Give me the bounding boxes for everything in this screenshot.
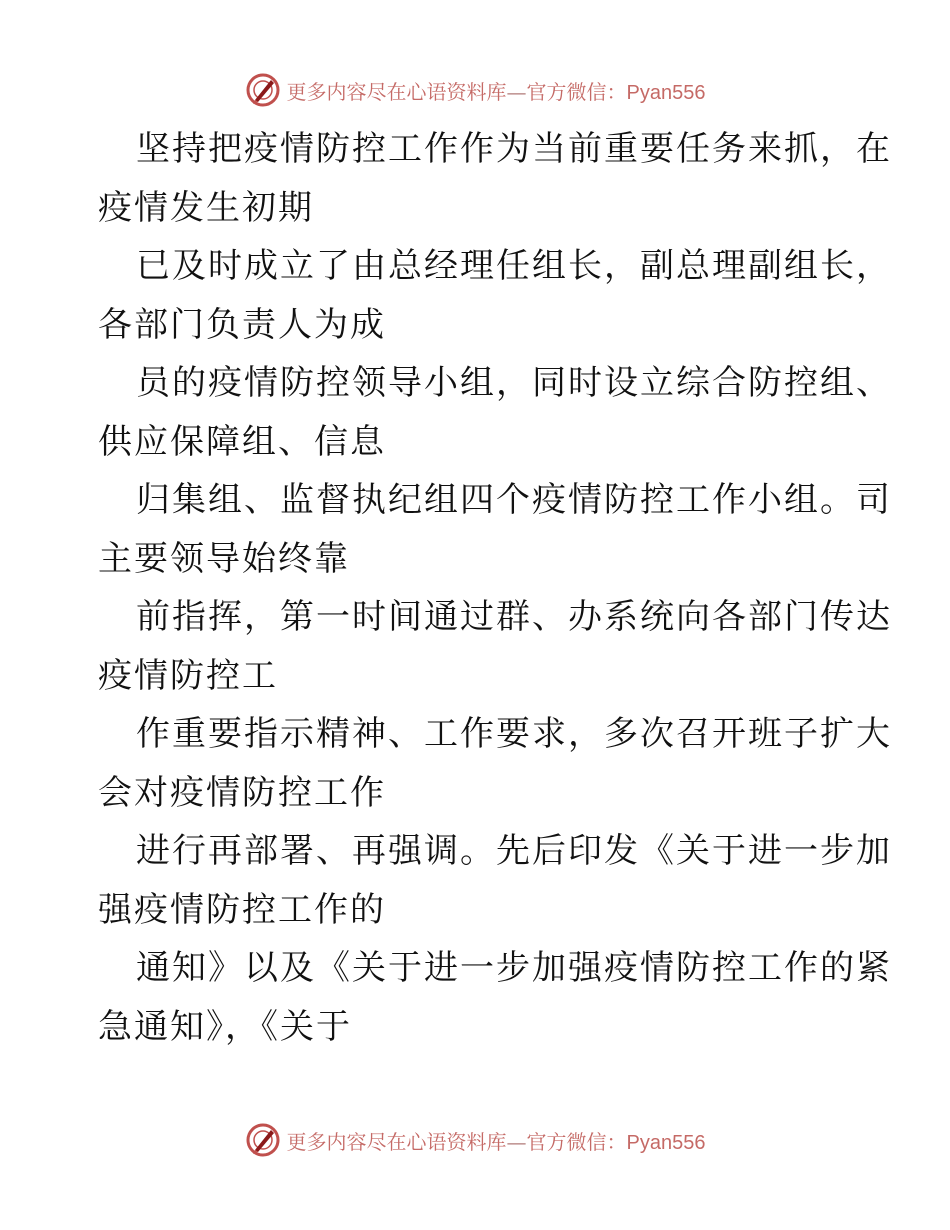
watermark-id: Pyan556 (626, 1131, 706, 1154)
watermark-sep: — (506, 1129, 527, 1154)
text-line: 通知》以及《关于进一步加强疫情防控工作的紧 (136, 948, 892, 988)
text-line: 归集组、监督执纪组四个疫情防控工作小组。司 (136, 480, 892, 520)
text-line: 供应保障组、信息 (98, 421, 386, 462)
watermark-label: 官方微信： (526, 1129, 627, 1154)
text-line: 主要领导始终靠 (98, 538, 350, 579)
text-line: 疫情防控工 (98, 655, 278, 696)
text-line: 强疫情防控工作的 (98, 889, 386, 930)
footer-watermark-text (287, 1126, 706, 1155)
pen-logo-icon (245, 1122, 281, 1158)
text-line: 作重要指示精神、工作要求，多次召开班子扩大 (136, 714, 892, 754)
watermark-main: 更多内容尽在心语资料库 (286, 1129, 507, 1154)
header-watermark (0, 70, 950, 110)
header-watermark-text (287, 76, 706, 105)
watermark-sep: — (506, 79, 527, 104)
watermark-main: 更多内容尽在心语资料库 (286, 79, 507, 104)
watermark-label: 官方微信： (526, 79, 627, 104)
document-body (98, 120, 892, 1056)
text-line: 员的疫情防控领导小组，同时设立综合防控组、 (136, 363, 892, 403)
text-line: 坚持把疫情防控工作作为当前重要任务来抓，在 (136, 129, 892, 169)
pen-logo-icon (245, 72, 281, 108)
text-line: 已及时成立了由总经理任组长，副总理副组长， (136, 246, 892, 286)
text-line: 疫情发生初期 (98, 187, 314, 228)
text-line: 前指挥，第一时间通过群、办系统向各部门传达 (136, 597, 892, 637)
watermark-id: Pyan556 (626, 81, 706, 104)
text-line: 进行再部署、再强调。先后印发《关于进一步加 (136, 831, 892, 871)
text-line: 急通知》，《关于 (98, 1006, 352, 1047)
text-line: 各部门负责人为成 (98, 304, 386, 345)
footer-watermark (0, 1120, 950, 1160)
text-line: 会对疫情防控工作 (98, 772, 386, 813)
